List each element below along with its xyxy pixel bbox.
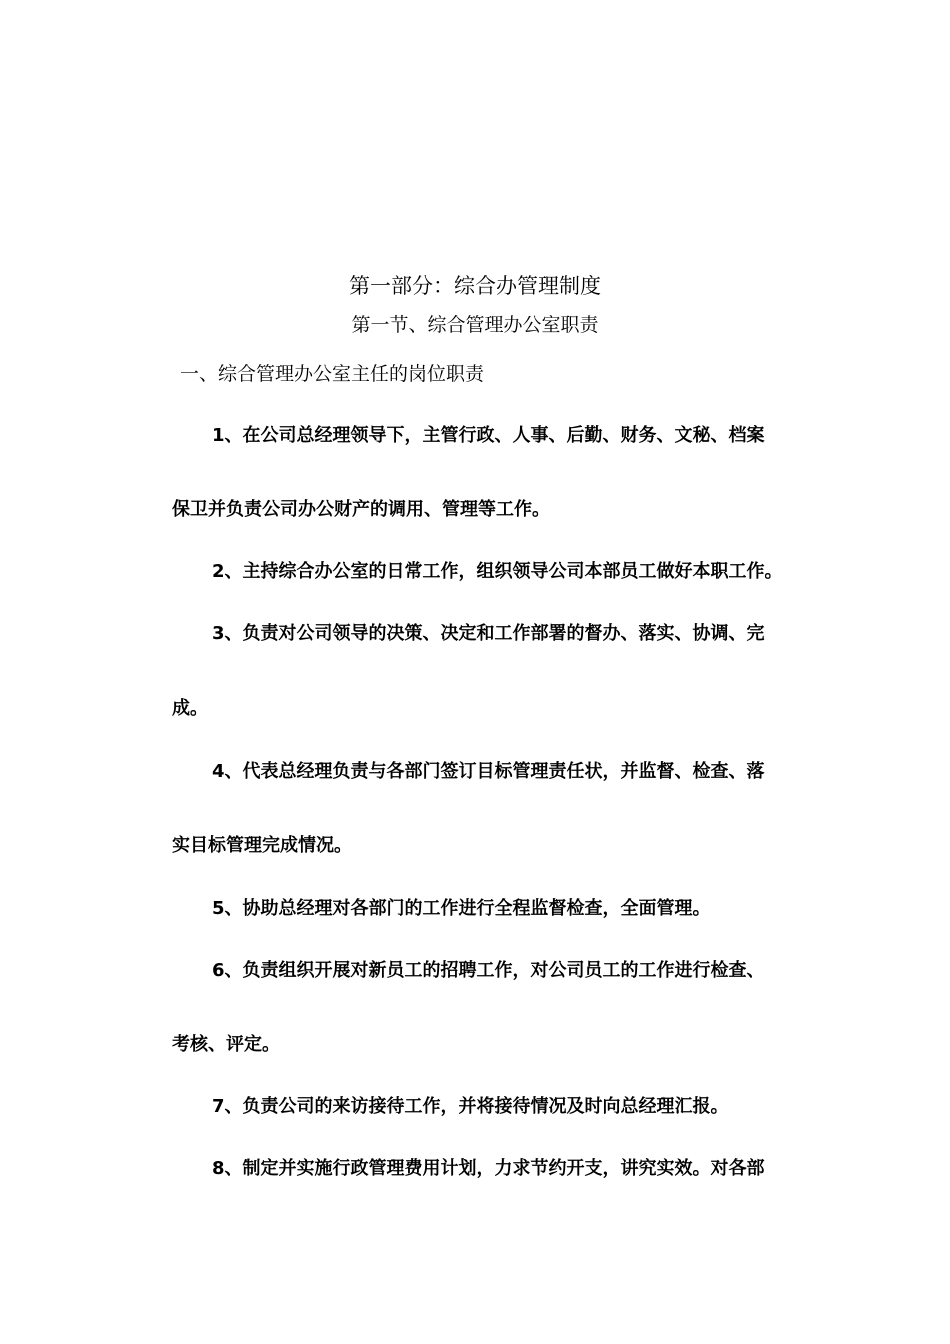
item-4-line-2: 实目标管理完成情况。 [172, 835, 352, 856]
item-2-line-1: 2、主持综合办公室的日常工作，组织领导公司本部员工做好本职工作。 [212, 561, 783, 582]
item-6-line-2: 考核、评定。 [172, 1034, 280, 1055]
item-3-line-2: 成。 [172, 698, 208, 719]
item-1-line-1: 1、在公司总经理领导下，主管行政、人事、后勤、财务、文秘、档案 [212, 425, 765, 446]
item-3-line-1: 3、负责对公司领导的决策、决定和工作部署的督办、落实、协调、完 [212, 623, 765, 644]
item-6-line-1: 6、负责组织开展对新员工的招聘工作，对公司员工的工作进行检查、 [212, 960, 765, 981]
document-title: 第一部分：综合办管理制度 [349, 274, 601, 298]
section-title: 第一节、综合管理办公室职责 [351, 314, 599, 336]
section-heading: 一、综合管理办公室主任的岗位职责 [180, 363, 485, 385]
item-5-line-1: 5、协助总经理对各部门的工作进行全程监督检查，全面管理。 [212, 898, 711, 919]
item-7-line-1: 7、负责公司的来访接待工作，并将接待情况及时向总经理汇报。 [212, 1096, 729, 1117]
item-8-line-1: 8、制定并实施行政管理费用计划，力求节约开支，讲究实效。对各部 [212, 1158, 765, 1179]
item-1-line-2: 保卫并负责公司办公财产的调用、管理等工作。 [172, 499, 550, 520]
item-4-line-1: 4、代表总经理负责与各部门签订目标管理责任状，并监督、检查、落 [212, 761, 765, 782]
